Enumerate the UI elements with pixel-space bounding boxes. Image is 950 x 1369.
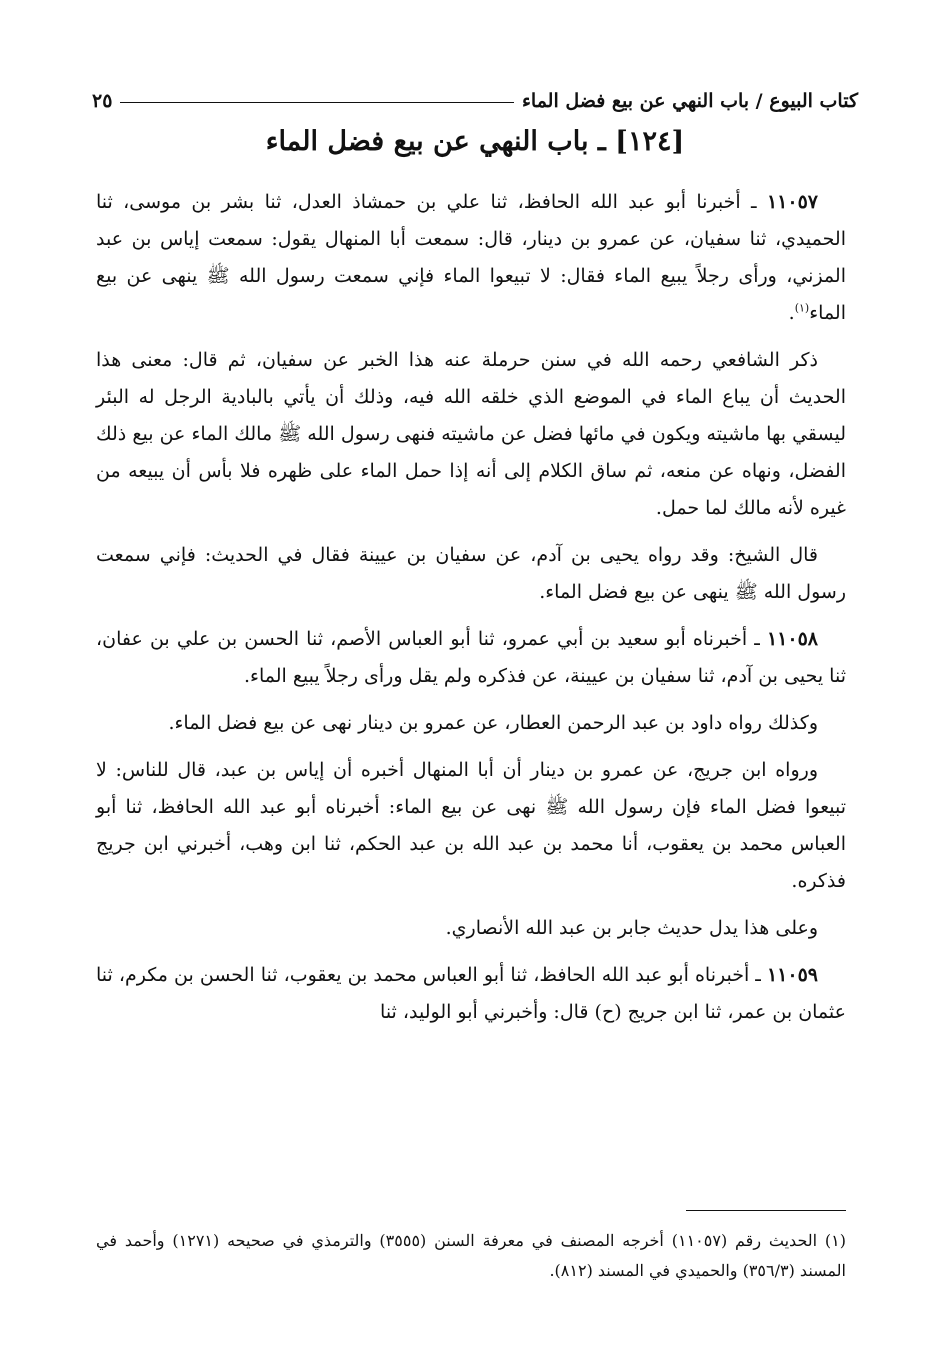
- narration-dawud: [96, 705, 846, 742]
- hadith-11057: [96, 184, 846, 332]
- paragraph-text: وكذلك رواه داود بن عبد الرحمن العطار، عن عمرو بن دينار نهى عن بيع فضل الماء.: [168, 712, 818, 734]
- footnote-ref[interactable]: (١): [794, 301, 810, 315]
- paragraph-text: ذكر الشافعي رحمه الله في سنن حرملة عنه هذا الخبر عن سفيان، ثم قال: معنى هذا الحديث أن يباع الماء في الموضع الذي خلقه الله فيه، وذلك أن يأتي بالبادية الرجل له البئر ليسقي بها ماشيته ويكون في مائها فضل عن ماشيته فنهى رسول الله ﷺ مالك الماء عن بيع ذلك الفضل، ونهاه عن منعه، ثم ساق الكلام إلى أنه إذا حمل الماء على ظهره فلا بأس أن يبيعه من غيره لأنه مالك لما حمل.: [96, 349, 846, 519]
- paragraph-text: ـ أخبرنا أبو عبد الله الحافظ، ثنا علي بن حمشاذ العدل، ثنا بشر بن موسى، ثنا الحميدي، ثنا سفيان، عن عمرو بن دينار، قال: سمعت أبا المنهال يقول: سمعت إياس بن عبد المزني، ورأى رجلاً يبيع الماء فقال: لا تبيعوا الماء فإني سمعت رسول الله ﷺ ينهى عن بيع الماء: [96, 191, 846, 324]
- paragraph-text: قال الشيخ: وقد رواه يحيى بن آدم، عن سفيان بن عيينة فقال في الحديث: فإني سمعت رسول الله ﷺ ينهى عن بيع فضل الماء.: [96, 544, 846, 603]
- hadith-number: ١١٠٥٨: [766, 628, 818, 650]
- header-rule: [120, 102, 514, 103]
- paragraph-text: ـ أخبرناه أبو سعيد بن أبي عمرو، ثنا أبو العباس الأصم، ثنا الحسن بن علي بن عفان، ثنا يحيى بن آدم، ثنا سفيان بن عيينة، عن فذكره ولم يقل ورأى رجلاً يبيع الماء.: [96, 628, 846, 687]
- footnote-separator: [686, 1210, 846, 1211]
- main-text: [96, 184, 846, 1041]
- chapter-title: [١٢٤] ـ باب النهي عن بيع فضل الماء: [265, 126, 685, 157]
- commentary-sheikh: [96, 537, 846, 611]
- page-header: [92, 78, 858, 112]
- page-number: ٢٥: [92, 90, 113, 112]
- hadith-11058: [96, 621, 846, 695]
- running-title: كتاب البيوع / باب النهي عن بيع فضل الماء: [521, 90, 858, 112]
- paragraph-tail: .: [788, 302, 795, 324]
- hadith-11059: [96, 957, 846, 1031]
- note-jabir: [96, 910, 846, 947]
- paragraph-text: ـ أخبرناه أبو عبد الله الحافظ، ثنا أبو العباس محمد بن يعقوب، ثنا الحسن بن مكرم، ثنا عثمان بن عمر، ثنا ابن جريج (ح) قال: وأخبرني أبو الوليد، ثنا: [96, 964, 846, 1023]
- footnote-1: (١) الحديث رقم (١١٠٥٧) أخرجه المصنف في معرفة السنن (٣٥٥٥) والترمذي في صحيحه (١٢٧١) وأحمد في المسند (٣٥٦/٣) والحميدي في المسند (٨١٢).: [96, 1231, 847, 1280]
- commentary-shafii: [96, 342, 846, 527]
- paragraph-text: وعلى هذا يدل حديث جابر بن عبد الله الأنصاري.: [445, 917, 818, 939]
- hadith-number: ١١٠٥٩: [766, 964, 818, 986]
- paragraph-text: ورواه ابن جريج، عن عمرو بن دينار أن أبا المنهال أخبره أن إياس بن عبد، قال للناس: لا تبيعوا فضل الماء فإن رسول الله ﷺ نهى عن بيع الماء: أخبرناه أبو عبد الله الحافظ، ثنا أبو العباس محمد بن يعقوب، أنا محمد بن عبد الله بن عبد الحكم، ثنا ابن وهب، أخبرني ابن جريج فذكره.: [96, 759, 846, 892]
- narration-ibn-jurayj: [96, 752, 846, 900]
- hadith-number: ١١٠٥٧: [766, 191, 818, 213]
- footnotes: [96, 1226, 846, 1286]
